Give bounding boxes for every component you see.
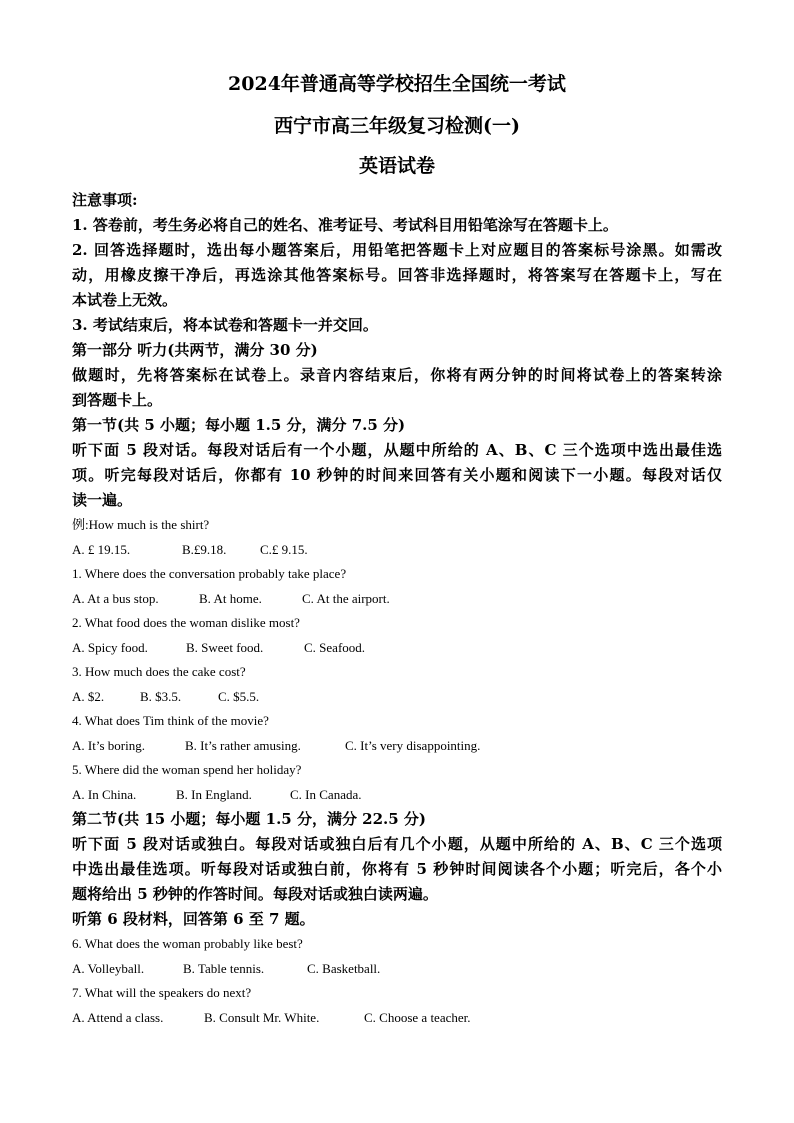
option-b: B. At home. xyxy=(199,590,262,606)
part1-intro-line-1: 做题时，先将答案标在试卷上。录音内容结束后，你将有两分钟的时间将试卷上的答案转涂 xyxy=(72,366,722,384)
option-b: B. Table tennis. xyxy=(183,960,265,976)
section2-intro-line-2: 中选出最佳选项。听每段对话或独白前，你将有 5 秒钟时间阅读各个小题；听完后，各个小 xyxy=(72,860,722,878)
section2-intro-line-3: 题将给出 5 秒钟的作答时间。每段对话或独白读两遍。 xyxy=(72,885,438,903)
option-b: B.£9.18. xyxy=(182,541,227,557)
question-5: 5. Where did the woman spend her holiday? xyxy=(72,762,302,777)
option-a: A. $2. xyxy=(72,688,105,704)
question-1-options xyxy=(72,587,722,612)
question-5-options xyxy=(72,783,722,808)
question-2-options xyxy=(72,636,722,661)
question-1: 1. Where does the conversation probably take place? xyxy=(72,566,347,581)
question-7-options xyxy=(72,1006,722,1031)
option-a: A. Spicy food. xyxy=(72,639,148,655)
option-c: C.£ 9.15. xyxy=(260,541,308,557)
exam-title: 2024年普通高等学校招生全国统一考试 xyxy=(228,73,566,95)
option-b: B. Consult Mr. White. xyxy=(204,1009,320,1025)
option-b: B. $3.5. xyxy=(140,688,182,704)
option-a: A. Volleyball. xyxy=(72,960,145,976)
option-a: A. In China. xyxy=(72,786,137,802)
question-3-options xyxy=(72,685,722,710)
option-b: B. In England. xyxy=(176,786,252,802)
option-c: C. At the airport. xyxy=(302,590,390,606)
section1-intro-line-3: 读一遍。 xyxy=(72,491,133,509)
notice-item-2-line-1: 2. 回答选择题时，选出每小题答案后，用铅笔把答题卡上对应题目的答案标号涂黑。如需改 xyxy=(72,241,722,259)
option-c: C. Basketball. xyxy=(307,960,381,976)
exam-body xyxy=(72,188,722,1030)
notice-heading: 注意事项: xyxy=(72,191,138,209)
section2-intro-line-1: 听下面 5 段对话或独白。每段对话或独白后有几个小题，从题中所给的 A、B、C 三个选项 xyxy=(72,835,722,853)
question-2: 2. What food does the woman dislike most? xyxy=(72,615,300,630)
question-7: 7. What will the speakers do next? xyxy=(72,985,252,1000)
question-6: 6. What does the woman probably like best? xyxy=(72,936,303,951)
notice-item-2-line-3: 本试卷上无效。 xyxy=(72,291,178,309)
option-a: A. It’s boring. xyxy=(72,737,145,753)
option-b: B. Sweet food. xyxy=(186,639,264,655)
option-c: C. $5.5. xyxy=(218,688,260,704)
option-a: A. At a bus stop. xyxy=(72,590,159,606)
option-a: A. £ 19.15. xyxy=(72,541,131,557)
section2-heading: 第二节(共 15 小题；每小题 1.5 分，满分 22.5 分) xyxy=(72,810,427,828)
exam-subtitle: 西宁市高三年级复习检测(一) xyxy=(274,115,520,137)
option-c: C. Seafood. xyxy=(304,639,366,655)
question-4-options xyxy=(72,734,722,759)
option-c: C. It’s very disappointing. xyxy=(345,737,481,753)
section1-intro-line-2: 项。听完每段对话后，你都有 10 秒钟的时间来回答有关小题和阅读下一小题。每段对话仅 xyxy=(72,466,722,484)
option-c: C. Choose a teacher. xyxy=(364,1009,471,1025)
section1-intro-line-1: 听下面 5 段对话。每段对话后有一个小题，从题中所给的 A、B、C 三个选项中选出最佳选 xyxy=(72,441,722,459)
part1-intro-line-2: 到答题卡上。 xyxy=(72,391,163,409)
example-question: 例:How much is the shirt? xyxy=(72,517,210,532)
notice-item-1: 1. 答卷前，考生务必将自己的姓名、准考证号、考试科目用铅笔涂写在答题卡上。 xyxy=(72,216,618,234)
subject-title: 英语试卷 xyxy=(358,155,435,177)
question-6-options xyxy=(72,957,722,982)
question-3: 3. How much does the cake cost? xyxy=(72,664,246,679)
example-options xyxy=(72,538,722,563)
part1-heading: 第一部分 听力(共两节，满分 30 分) xyxy=(72,341,318,359)
notice-item-3: 3. 考试结束后，将本试卷和答题卡一并交回。 xyxy=(72,316,378,334)
option-a: A. Attend a class. xyxy=(72,1009,164,1025)
material-6-instruction: 听第 6 段材料，回答第 6 至 7 题。 xyxy=(72,910,315,928)
notice-item-2-line-2: 动，用橡皮擦干净后，再选涂其他答案标号。回答非选择题时，将答案写在答题卡上，写在 xyxy=(72,266,722,284)
section1-heading: 第一节(共 5 小题；每小题 1.5 分，满分 7.5 分) xyxy=(72,416,406,434)
option-c: C. In Canada. xyxy=(290,786,362,802)
question-4: 4. What does Tim think of the movie? xyxy=(72,713,269,728)
option-b: B. It’s rather amusing. xyxy=(185,737,301,753)
